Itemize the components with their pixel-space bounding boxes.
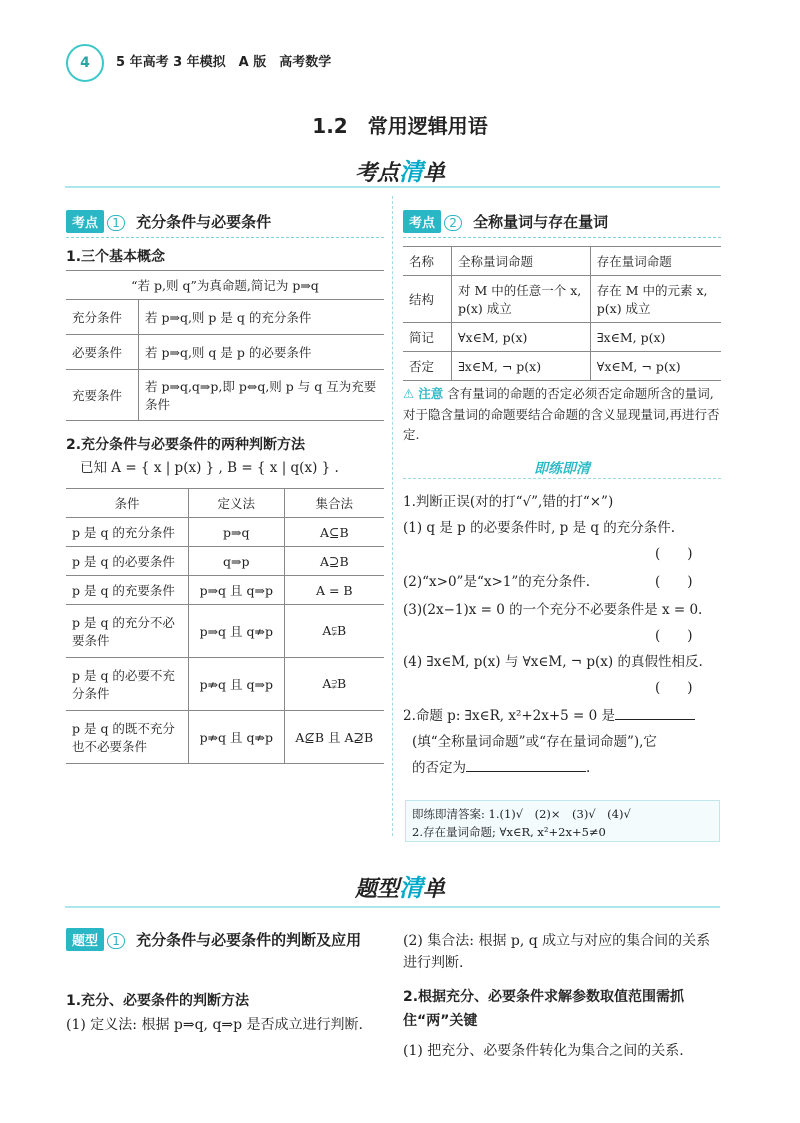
- note-text: 含有量词的命题的否定必须否定命题所含的量词,对于隐含量词的命题要结合命题的含义显现量词,再进行否定.: [403, 386, 720, 443]
- answer-paren: ( ): [655, 628, 693, 644]
- t2-set: A⊇B: [284, 547, 384, 576]
- tx1-title: 充分条件与必要条件的判断及应用: [136, 931, 362, 949]
- banner-line: [65, 186, 720, 188]
- kp2-heading: [403, 210, 721, 238]
- kp2-num: 2: [444, 215, 462, 231]
- tx1-num: 1: [107, 933, 125, 949]
- answer-paren: ( ): [655, 574, 693, 590]
- kp1-s2-title: 2.充分条件与必要条件的两种判断方法: [66, 437, 306, 453]
- t2-def: p⇒q: [189, 518, 285, 547]
- practice-item-3: (3)(2x−1)x = 0 的一个充分不必要条件是 x = 0.: [403, 602, 703, 618]
- t2-set: A⫌B: [284, 658, 384, 711]
- kp1-heading: [66, 210, 384, 238]
- kp1-title: 充分条件与必要条件: [136, 213, 272, 231]
- tx1-s1: 1.充分、必要条件的判断方法: [66, 993, 250, 1009]
- practice-item-4: (4) ∃x∈M, p(x) 与 ∀x∈M, ¬ p(x) 的真假性相反.: [403, 654, 703, 670]
- note-label: 注意: [418, 386, 444, 401]
- t2-cond: p 是 q 的既不充分也不必要条件: [66, 711, 189, 764]
- table1-caption: “若 p,则 q”为真命题,简记为 p⇒q: [66, 271, 384, 300]
- section-title: 1.2 常用逻辑用语: [312, 114, 488, 138]
- t3-header: 名称: [403, 247, 452, 276]
- answers-line-2: 2.存在量词命题; ∀x∈R, x²+2x+5≠0: [412, 825, 606, 840]
- t2-set: A⊈B 且 A⊉B: [284, 711, 384, 764]
- answer-blank: [466, 771, 586, 772]
- t3-b: ∃x∈M, p(x): [590, 323, 721, 352]
- practice-q2: [403, 706, 721, 728]
- t1-desc: 若 p⇒q,则 q 是 p 的必要条件: [139, 335, 385, 370]
- t3-name: 结构: [403, 276, 452, 323]
- t3-b: 存在 M 中的元素 x, p(x) 成立: [590, 276, 721, 323]
- t2-set: A⫋B: [284, 605, 384, 658]
- t2-cond: p 是 q 的充分条件: [66, 518, 189, 547]
- kp2-title: 全称量词与存在量词: [473, 213, 609, 231]
- warning-icon: ⚠: [403, 386, 415, 401]
- t2-header: 条件: [66, 489, 189, 518]
- kp2-tag: 考点: [403, 210, 441, 233]
- tx1-tag: 题型: [66, 928, 104, 951]
- banner-tixing: 题型清单: [354, 874, 446, 902]
- practice-line: [403, 478, 721, 479]
- t2-cond: p 是 q 的充要条件: [66, 576, 189, 605]
- q2-text-c: 的否定为: [412, 760, 466, 776]
- t2-cond: p 是 q 的充分不必要条件: [66, 605, 189, 658]
- banner-line: [65, 906, 720, 908]
- answers-box: [405, 800, 720, 842]
- t3-header: 存在量词命题: [590, 247, 721, 276]
- q2-text-a: 2.命题 p: ∃x∈R, x²+2x+5 = 0 是: [403, 708, 616, 724]
- concept-table: [66, 270, 384, 421]
- t1-name: 必要条件: [66, 335, 139, 370]
- t2-cond: p 是 q 的必要不充分条件: [66, 658, 189, 711]
- answer-blank: [615, 719, 695, 720]
- practice-title: 即练即清: [534, 461, 590, 477]
- kp1-num: 1: [107, 215, 125, 231]
- t3-name: 否定: [403, 352, 452, 381]
- t1-name: 充要条件: [66, 370, 139, 421]
- book-title: 5 年高考 3 年模拟 A 版 高考数学: [116, 55, 332, 70]
- t2-header: 定义法: [189, 489, 285, 518]
- t2-def: p⇏q 且 q⇏p: [189, 711, 285, 764]
- t3-a: 对 M 中的任意一个 x, p(x) 成立: [452, 276, 591, 323]
- tx1-p1: (1) 定义法: 根据 p⇒q, q⇒p 是否成立进行判断.: [66, 1017, 364, 1033]
- t2-set: A = B: [284, 576, 384, 605]
- t2-def: p⇒q 且 q⇏p: [189, 605, 285, 658]
- t3-a: ∃x∈M, ¬ p(x): [452, 352, 591, 381]
- t2-def: q⇒p: [189, 547, 285, 576]
- t1-desc: 若 p⇒q,q⇒p,即 p⇔q,则 p 与 q 互为充要条件: [139, 370, 385, 421]
- tx1-s2: 2.根据充分、必要条件求解参数取值范围需抓住“两”关键: [403, 989, 685, 1029]
- t2-def: p⇒q 且 q⇒p: [189, 576, 285, 605]
- answer-paren: ( ): [655, 546, 693, 562]
- kp1-given: 已知 A = { x | p(x) } , B = { x | q(x) } .: [80, 460, 339, 476]
- practice-item-2: (2)“x>0”是“x>1”的充分条件.: [403, 574, 591, 590]
- t3-header: 全称量词命题: [452, 247, 591, 276]
- t2-def: p⇏q 且 q⇒p: [189, 658, 285, 711]
- kp1-tag: 考点: [66, 210, 104, 233]
- kp1-s1-title: 1.三个基本概念: [66, 249, 166, 265]
- answers-line-1: 即练即清答案: 1.(1)√ (2)× (3)√ (4)√: [412, 807, 631, 821]
- t1-desc: 若 p⇒q,则 p 是 q 的充分条件: [139, 300, 385, 335]
- answer-paren: ( ): [655, 680, 693, 696]
- t2-set: A⊆B: [284, 518, 384, 547]
- t2-header: 集合法: [284, 489, 384, 518]
- tx1-p3: (1) 把充分、必要条件转化为集合之间的关系.: [403, 1043, 684, 1059]
- method-table: [66, 488, 384, 764]
- t2-cond: p 是 q 的必要条件: [66, 547, 189, 576]
- page-number: 4: [66, 44, 104, 82]
- column-divider: [392, 196, 393, 836]
- banner-kaodian: 考点清单: [354, 158, 446, 186]
- quantifier-table: [403, 246, 721, 381]
- practice-q2-c: 的否定为 .: [412, 760, 591, 776]
- t3-b: ∀x∈M, ¬ p(x): [590, 352, 721, 381]
- kp2-note: [403, 384, 721, 446]
- t3-a: ∀x∈M, p(x): [452, 323, 591, 352]
- practice-q2-b: (填“全称量词命题”或“存在量词命题”),它: [412, 734, 657, 750]
- tx1-heading: [66, 928, 384, 954]
- t1-name: 充分条件: [66, 300, 139, 335]
- practice-item-1: (1) q 是 p 的必要条件时, p 是 q 的充分条件.: [403, 520, 676, 536]
- t3-name: 简记: [403, 323, 452, 352]
- tx1-p2: (2) 集合法: 根据 p, q 成立与对应的集合间的关系进行判断.: [403, 933, 711, 972]
- practice-q1: 1.判断正误(对的打“√”,错的打“×”): [403, 494, 614, 510]
